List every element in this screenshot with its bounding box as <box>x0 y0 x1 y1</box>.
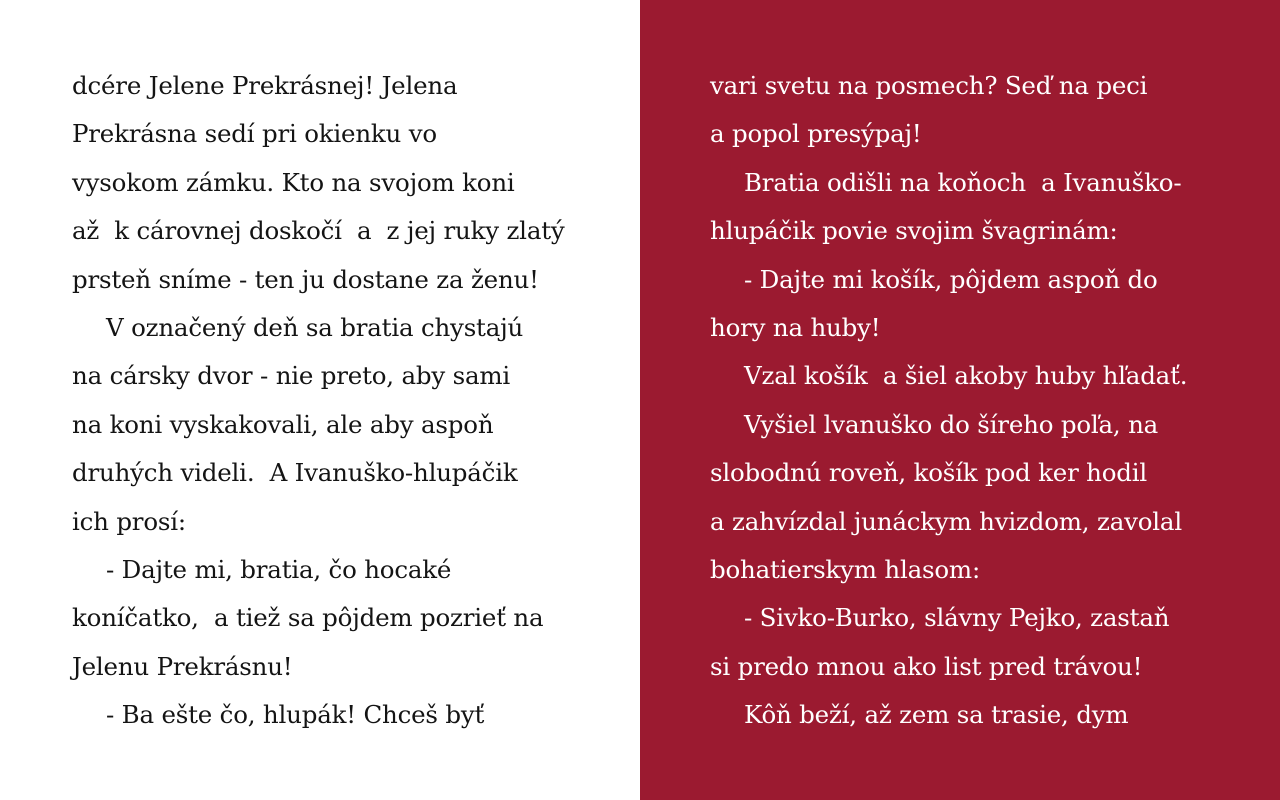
text-line: Vyšiel lvanuško do šíreho poľa, na <box>744 409 1159 439</box>
text-line: - Ba ešte čo, hlupák! Chceš byť <box>106 700 485 730</box>
text-line: slobodnú roveň, košík pod ker hodil <box>710 458 1148 488</box>
text-line: Bratia odišli na koňoch a Ivanuško- <box>744 167 1182 197</box>
text-line: druhých videli. A Ivanuško-hlupáčik <box>72 458 518 488</box>
text-line: prsteň snímе - ten ju dostane za ženu! <box>72 264 539 294</box>
text-line: - Dajte mi, bratia, čo hocaké <box>106 554 452 584</box>
text-line: hory na huby! <box>710 312 881 342</box>
text-line: a zahvízdal junáckym hvizdom, zavolal <box>710 506 1182 536</box>
text-line: vysokom zámku. Kto na svojom koni <box>72 167 515 197</box>
text-line: Jelenu Prekrásnu! <box>72 651 293 681</box>
text-line: ich prosí: <box>72 506 186 536</box>
text-line: - Sivko-Burko, slávny Pejko, zastaň <box>744 603 1170 633</box>
text-line: dcére Jelene Prekrásnej! Jelena <box>72 71 458 100</box>
text-line: V označený deň sa bratia chystajú <box>106 312 524 342</box>
text-line: bohatierskym hlasom: <box>710 554 981 584</box>
text-line: hlupáčik povie svojim švagrinám: <box>710 216 1118 246</box>
text-line: Prekrásna sedí pri okienku vo <box>72 119 437 149</box>
right-page <box>640 0 1280 800</box>
text-line: si predo mnou ako list pred trávou! <box>710 651 1143 681</box>
text-line: až k cárovnej doskočí a z jej ruky zlatý <box>72 216 565 246</box>
text-line: vari svetu na posmech? Seď na peci <box>710 71 1148 100</box>
text-line: na koni vyskakovali, ale aby aspoň <box>72 409 494 439</box>
text-line: Kôň beží, až zem sa trasie, dym <box>744 700 1129 730</box>
left-page-text <box>72 62 565 739</box>
text-line: a popol presýpaj! <box>710 119 922 149</box>
text-line: na cársky dvor - nie preto, aby sami <box>72 361 511 391</box>
text-line: - Dajte mi košík, pôjdem aspoň do <box>744 264 1158 294</box>
text-line: koníčatko, a tiež sa pôjdem pozrieť na <box>72 603 544 633</box>
text-line: Vzal košík a šiel akoby huby hľadať. <box>744 361 1188 391</box>
right-page-text <box>710 62 1187 739</box>
